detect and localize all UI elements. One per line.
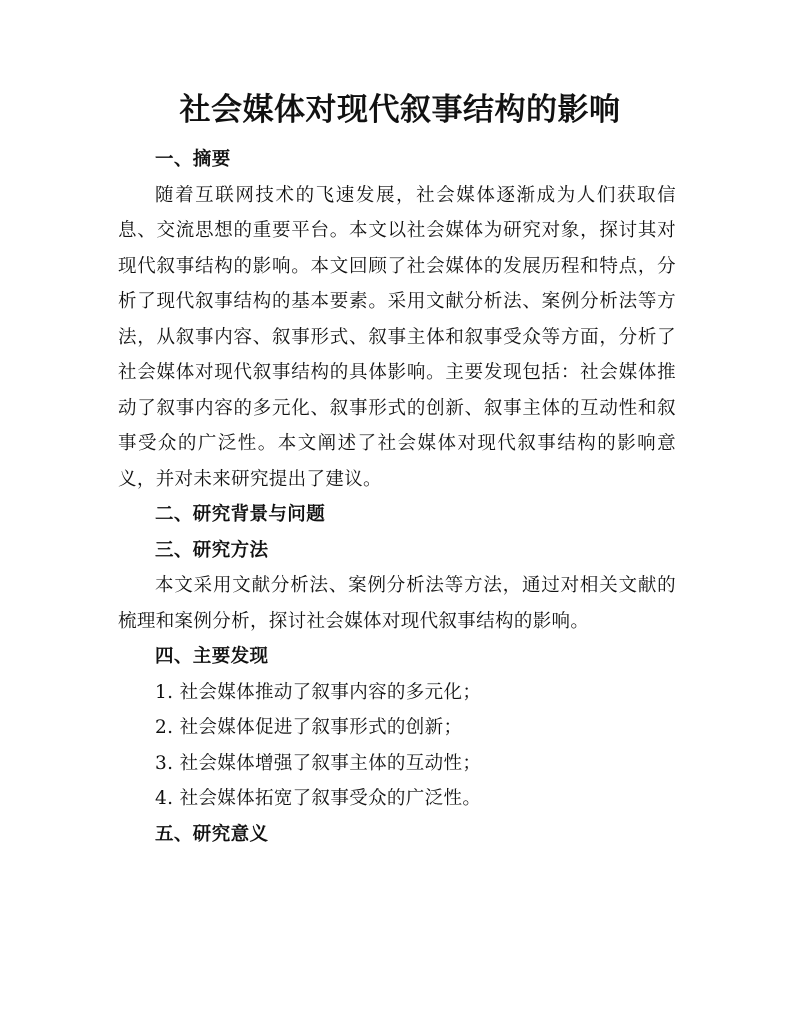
methods-paragraph: 本文采用文献分析法、案例分析法等方法，通过对相关文献的梳理和案例分析，探讨社会媒体对现代叙事结构的影响。	[118, 575, 676, 632]
finding-item: 2. 社会媒体促进了叙事形式的创新；	[155, 717, 463, 738]
document-title: 社会媒体对现代叙事结构的影响	[179, 92, 621, 128]
findings-list	[118, 675, 676, 817]
finding-item: 1. 社会媒体推动了叙事内容的多元化；	[155, 681, 482, 703]
document-body	[118, 142, 676, 852]
section-heading-findings: 四、主要发现	[155, 646, 269, 667]
section-heading-abstract: 一、摘要	[155, 149, 231, 170]
finding-item: 3. 社会媒体增强了叙事主体的互动性；	[155, 752, 482, 774]
abstract-paragraph: 随着互联网技术的飞速发展，社会媒体逐渐成为人们获取信息、交流思想的重要平台。本文以社会媒体为研究对象，探讨其对现代叙事结构的影响。本文回顾了社会媒体的发展历程和特点，分析了现代叙事结构的基本要素。采用文献分析法、案例分析法等方法，从叙事内容、叙事形式、叙事主体和叙事受众等方面，分析了社会媒体对现代叙事结构的具体影响。主要发现包括：社会媒体推动了叙事内容的多元化、叙事形式的创新、叙事主体的互动性和叙事受众的广泛性。本文阐述了社会媒体对现代叙事结构的影响意义，并对未来研究提出了建议。	[118, 184, 676, 490]
section-heading-background: 二、研究背景与问题	[155, 504, 326, 525]
section-heading-methods: 三、研究方法	[155, 539, 269, 561]
section-heading-significance: 五、研究意义	[155, 823, 269, 845]
finding-item: 4. 社会媒体拓宽了叙事受众的广泛性。	[155, 788, 482, 809]
